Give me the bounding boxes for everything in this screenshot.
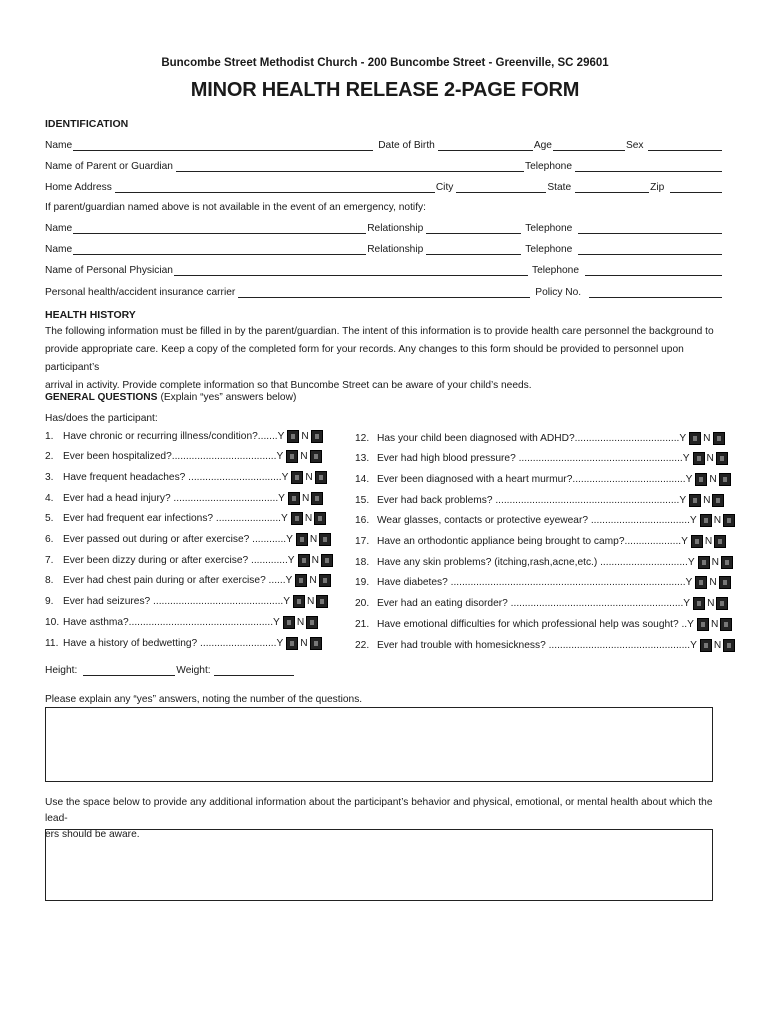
yes-checkbox[interactable]: [298, 554, 310, 567]
general-intro: [45, 410, 723, 424]
question-number: 14.: [355, 473, 370, 485]
yes-no-group: [688, 432, 725, 445]
contact-telephone-label: Telephone: [525, 223, 573, 234]
question-item: [45, 490, 324, 506]
question-number: 19.: [355, 577, 370, 589]
question-number: 11.: [45, 637, 59, 649]
question-number: 1.: [45, 430, 54, 442]
church-address: Buncombe Street Methodist Church - 200 Buncombe Street - Greenville, SC 29601: [161, 57, 609, 69]
yes-checkbox[interactable]: [287, 430, 299, 443]
question-number: 2.: [45, 451, 54, 463]
height-weight-row: [45, 662, 345, 676]
no-checkbox[interactable]: [721, 556, 733, 569]
question-text: Ever had back problems? .................................................................Y: [377, 494, 687, 506]
no-checkbox[interactable]: [712, 494, 724, 507]
question-number: 7.: [45, 554, 54, 566]
yes-no-group: [292, 595, 329, 608]
yes-checkbox[interactable]: [689, 432, 701, 445]
question-item: [355, 430, 726, 446]
question-number: 8.: [45, 575, 54, 587]
question-text: Ever had an eating disorder? .............................................................Y: [377, 598, 691, 610]
question-text: Have a history of bedwetting? ...........................Y: [63, 637, 284, 649]
question-text: Have frequent headaches? .................................Y: [63, 471, 289, 483]
no-checkbox[interactable]: [311, 430, 323, 443]
no-label: N: [709, 473, 717, 485]
no-label: N: [304, 513, 313, 525]
no-label: N: [307, 596, 315, 608]
question-item: [355, 575, 732, 591]
yes-no-group: [286, 430, 323, 443]
parent-telephone-label: Telephone: [524, 161, 573, 172]
contact-name-field[interactable]: [73, 245, 366, 255]
no-checkbox[interactable]: [720, 618, 732, 631]
question-text: Ever had a head injury? .....................................Y: [63, 492, 285, 504]
no-checkbox[interactable]: [719, 576, 731, 589]
yes-no-group: [282, 616, 319, 629]
question-number: 16.: [355, 515, 370, 527]
no-checkbox[interactable]: [311, 492, 323, 505]
insurance-field[interactable]: [238, 288, 530, 298]
name-field[interactable]: [73, 141, 373, 151]
question-item: [45, 573, 332, 589]
general-questions-header: [45, 389, 723, 403]
question-number: 21.: [355, 618, 370, 630]
question-text: Wear glasses, contacts or protective eyewear? ...................................Y: [377, 515, 697, 527]
no-checkbox[interactable]: [723, 514, 735, 527]
no-label: N: [703, 494, 711, 506]
no-checkbox[interactable]: [716, 452, 728, 465]
yes-checkbox[interactable]: [283, 616, 295, 629]
additional-info-textarea[interactable]: [45, 829, 713, 901]
question-item: [45, 469, 328, 485]
no-checkbox[interactable]: [714, 535, 726, 548]
zip-label: Zip: [650, 182, 665, 193]
contact-name-label: Name: [45, 223, 73, 234]
question-text: Has your child been diagnosed with ADHD?.....................................Y: [377, 432, 687, 444]
yes-checkbox[interactable]: [697, 618, 709, 631]
yes-checkbox[interactable]: [695, 576, 707, 589]
question-item: [355, 513, 736, 529]
sex-label: Sex: [625, 140, 644, 151]
health-history-heading: HEALTH HISTORY: [45, 309, 136, 321]
question-number: 20.: [355, 598, 370, 610]
contact-telephone-label: Telephone: [525, 244, 573, 255]
insurance-row: [45, 284, 723, 298]
question-text: Have any skin problems? (itching,rash,acne,etc.) ...............................Y: [377, 556, 695, 568]
question-number: 5.: [45, 513, 54, 525]
yes-no-group: [294, 574, 331, 587]
question-number: 15.: [355, 494, 370, 506]
weight-label: Weight:: [176, 665, 211, 676]
physician-field[interactable]: [174, 266, 528, 276]
no-checkbox[interactable]: [319, 533, 331, 546]
question-item: [45, 594, 329, 610]
question-item: [355, 492, 725, 508]
address-label: Home Address: [45, 182, 112, 193]
form-title: MINOR HEALTH RELEASE 2-PAGE FORM: [190, 79, 580, 101]
no-label: N: [711, 556, 719, 568]
question-number: 22.: [355, 639, 370, 651]
yes-no-group: [694, 473, 731, 486]
question-item: [355, 471, 732, 487]
no-label: N: [707, 598, 715, 610]
city-field[interactable]: [456, 183, 546, 193]
question-text: Ever had trouble with homesickness? ..................................................Y: [377, 639, 697, 651]
yes-no-group: [688, 494, 725, 507]
no-label: N: [301, 492, 310, 504]
yes-no-group: [285, 637, 322, 650]
yes-no-group: [690, 535, 727, 548]
health-history-line: The following information must be filled in by the parent/guardian. The intent of this information is to provide health care personnel the background to: [45, 326, 714, 337]
no-label: N: [309, 575, 317, 587]
yes-checkbox[interactable]: [291, 471, 303, 484]
no-checkbox[interactable]: [319, 574, 331, 587]
yes-no-group: [696, 618, 733, 631]
no-checkbox[interactable]: [310, 637, 322, 650]
insurance-label: Personal health/accident insurance carrier: [45, 287, 236, 298]
health-history-text: [45, 323, 725, 395]
no-label: N: [305, 471, 313, 483]
no-checkbox[interactable]: [306, 616, 318, 629]
dob-field[interactable]: [438, 141, 533, 151]
explain-label-row: [45, 691, 723, 705]
question-text: Ever had seizures? ..............................................Y: [63, 596, 291, 608]
yes-no-group: [699, 514, 736, 527]
question-item: [45, 635, 323, 651]
question-text: Have asthma?...................................................Y: [63, 616, 280, 628]
physician-label: Name of Personal Physician: [45, 265, 173, 276]
relationship-field[interactable]: [426, 224, 521, 234]
general-intro-text: Has/does the participant:: [45, 413, 158, 424]
question-text: Have an orthodontic appliance being brought to camp?....................Y: [377, 536, 688, 547]
age-field[interactable]: [553, 141, 625, 151]
no-checkbox[interactable]: [314, 512, 326, 525]
yes-no-group: [694, 576, 731, 589]
height-label: Height:: [45, 665, 78, 676]
emergency-contact-2: [45, 241, 723, 255]
relationship-field[interactable]: [426, 245, 521, 255]
physician-telephone-label: Telephone: [531, 265, 580, 276]
policy-label: Policy No.: [535, 287, 582, 298]
no-label: N: [710, 618, 719, 630]
explain-label: Please explain any “yes” answers, noting the number of the questions.: [45, 694, 363, 705]
no-checkbox[interactable]: [316, 595, 328, 608]
yes-checkbox[interactable]: [295, 574, 307, 587]
yes-no-group: [285, 450, 322, 463]
no-checkbox[interactable]: [310, 450, 322, 463]
question-text: Ever been hospitalized?.....................................Y: [63, 451, 284, 463]
identification-heading: IDENTIFICATION: [45, 118, 129, 130]
parent-label: Name of Parent or Guardian: [45, 161, 173, 172]
question-text: Ever been diagnosed with a heart murmur?........................................Y: [377, 473, 693, 485]
question-text: Ever been dizzy during or after exercise? .............Y: [63, 554, 295, 566]
no-label: N: [296, 616, 305, 628]
question-number: 4.: [45, 492, 54, 504]
yes-checkbox[interactable]: [695, 473, 707, 486]
no-label: N: [301, 430, 309, 442]
question-text: Have emotional difficulties for which professional help was sought? ..Y: [377, 618, 694, 630]
question-number: 12.: [355, 432, 370, 444]
yes-no-group: [290, 471, 327, 484]
no-label: N: [706, 453, 714, 465]
question-item: [355, 637, 736, 653]
question-item: [45, 532, 332, 548]
physician-row: [45, 262, 723, 276]
parent-field[interactable]: [176, 162, 524, 172]
no-checkbox[interactable]: [716, 597, 728, 610]
no-label: N: [311, 554, 319, 566]
height-field[interactable]: [83, 666, 175, 676]
no-label: N: [704, 536, 713, 547]
emergency-note: [45, 199, 723, 213]
age-label: Age: [533, 140, 552, 151]
yes-no-group: [297, 554, 334, 567]
yes-checkbox[interactable]: [293, 595, 305, 608]
question-number: 17.: [355, 536, 370, 547]
contact-telephone-field[interactable]: [578, 224, 722, 234]
yes-checkbox[interactable]: [700, 514, 712, 527]
no-checkbox[interactable]: [723, 639, 735, 652]
additional-info-line: ers should be aware.: [45, 829, 140, 840]
question-number: 18.: [355, 556, 370, 568]
sex-field[interactable]: [648, 141, 722, 151]
question-number: 13.: [355, 453, 370, 465]
question-item: [45, 449, 323, 465]
question-item: [45, 511, 327, 527]
name-label: Name: [45, 140, 73, 151]
contact-name-label: Name: [45, 244, 73, 255]
question-text: Ever had frequent ear infections? .......................Y: [63, 513, 288, 525]
question-number: 3.: [45, 471, 54, 483]
yes-no-group: [697, 556, 734, 569]
state-label: State: [547, 182, 572, 193]
parent-telephone-field[interactable]: [575, 162, 722, 172]
yes-no-group: [699, 639, 736, 652]
question-item: [45, 552, 334, 568]
question-item: [355, 534, 727, 550]
question-text: Have chronic or recurring illness/condition?.......Y: [63, 430, 285, 442]
yes-checkbox[interactable]: [286, 637, 298, 650]
explain-textarea[interactable]: [45, 707, 713, 782]
question-text: Ever had chest pain during or after exercise? ......Y: [63, 575, 293, 587]
policy-field[interactable]: [589, 288, 722, 298]
emergency-note-text: If parent/guardian named above is not available in the event of an emergency, notify:: [45, 202, 426, 213]
question-item: [45, 614, 319, 630]
question-item: [355, 616, 733, 632]
no-label: N: [703, 432, 711, 444]
yes-checkbox[interactable]: [691, 535, 703, 548]
question-text: Ever passed out during or after exercise? ............Y: [63, 534, 293, 545]
yes-no-group: [287, 492, 324, 505]
question-number: 10.: [45, 616, 60, 628]
yes-no-group: [692, 597, 729, 610]
additional-info-line: Use the space below to provide any additional information about the participant’s behavior and physical, emotional, or mental health about which the lead-: [45, 797, 713, 824]
relationship-label: Relationship: [367, 244, 424, 255]
emergency-contact-1: [45, 220, 723, 234]
contact-telephone-field[interactable]: [578, 245, 722, 255]
name-row: [45, 137, 723, 151]
yes-checkbox[interactable]: [693, 452, 705, 465]
question-number: 6.: [45, 534, 54, 545]
no-label: N: [709, 577, 717, 589]
parent-row: [45, 158, 723, 172]
question-number: 9.: [45, 596, 54, 608]
city-label: City: [435, 182, 454, 193]
question-item: [355, 596, 729, 612]
zip-field[interactable]: [670, 183, 722, 193]
yes-checkbox[interactable]: [689, 494, 701, 507]
no-checkbox[interactable]: [719, 473, 731, 486]
question-item: [45, 428, 324, 444]
address-field[interactable]: [115, 183, 435, 193]
no-label: N: [713, 639, 722, 651]
yes-checkbox[interactable]: [693, 597, 705, 610]
address-row: [45, 179, 723, 193]
yes-checkbox[interactable]: [698, 556, 710, 569]
yes-checkbox[interactable]: [291, 512, 303, 525]
weight-field[interactable]: [214, 666, 294, 676]
state-field[interactable]: [575, 183, 649, 193]
no-label: N: [300, 451, 308, 463]
yes-checkbox[interactable]: [286, 450, 298, 463]
no-label: N: [309, 534, 318, 545]
no-checkbox[interactable]: [321, 554, 333, 567]
dob-label: Date of Birth: [378, 140, 435, 151]
yes-no-group: [290, 512, 327, 525]
no-checkbox[interactable]: [713, 432, 725, 445]
health-history-line: arrival in activity. Provide complete information so that Buncombe Street can be aware of your child’s needs.: [45, 380, 532, 391]
health-history-line: provide appropriate care. Keep a copy of the completed form for your records. Any changes to this form should be provided to personnel upon participant’s: [45, 344, 684, 373]
contact-name-field[interactable]: [73, 224, 366, 234]
yes-no-group: [692, 452, 729, 465]
question-item: [355, 451, 729, 467]
physician-telephone-field[interactable]: [585, 266, 722, 276]
no-checkbox[interactable]: [315, 471, 327, 484]
question-text: Have diabetes? ...................................................................................Y: [377, 577, 693, 589]
no-label: N: [713, 515, 722, 527]
relationship-label: Relationship: [367, 223, 424, 234]
question-item: [355, 554, 734, 570]
question-text: Ever had high blood pressure? ..........................................................Y: [377, 453, 690, 465]
yes-no-group: [295, 533, 332, 546]
general-questions-note: (Explain “yes” answers below): [160, 392, 297, 403]
yes-checkbox[interactable]: [296, 533, 308, 546]
yes-checkbox[interactable]: [288, 492, 300, 505]
general-questions-heading: GENERAL QUESTIONS: [45, 392, 158, 403]
no-label: N: [300, 637, 308, 649]
yes-checkbox[interactable]: [700, 639, 712, 652]
